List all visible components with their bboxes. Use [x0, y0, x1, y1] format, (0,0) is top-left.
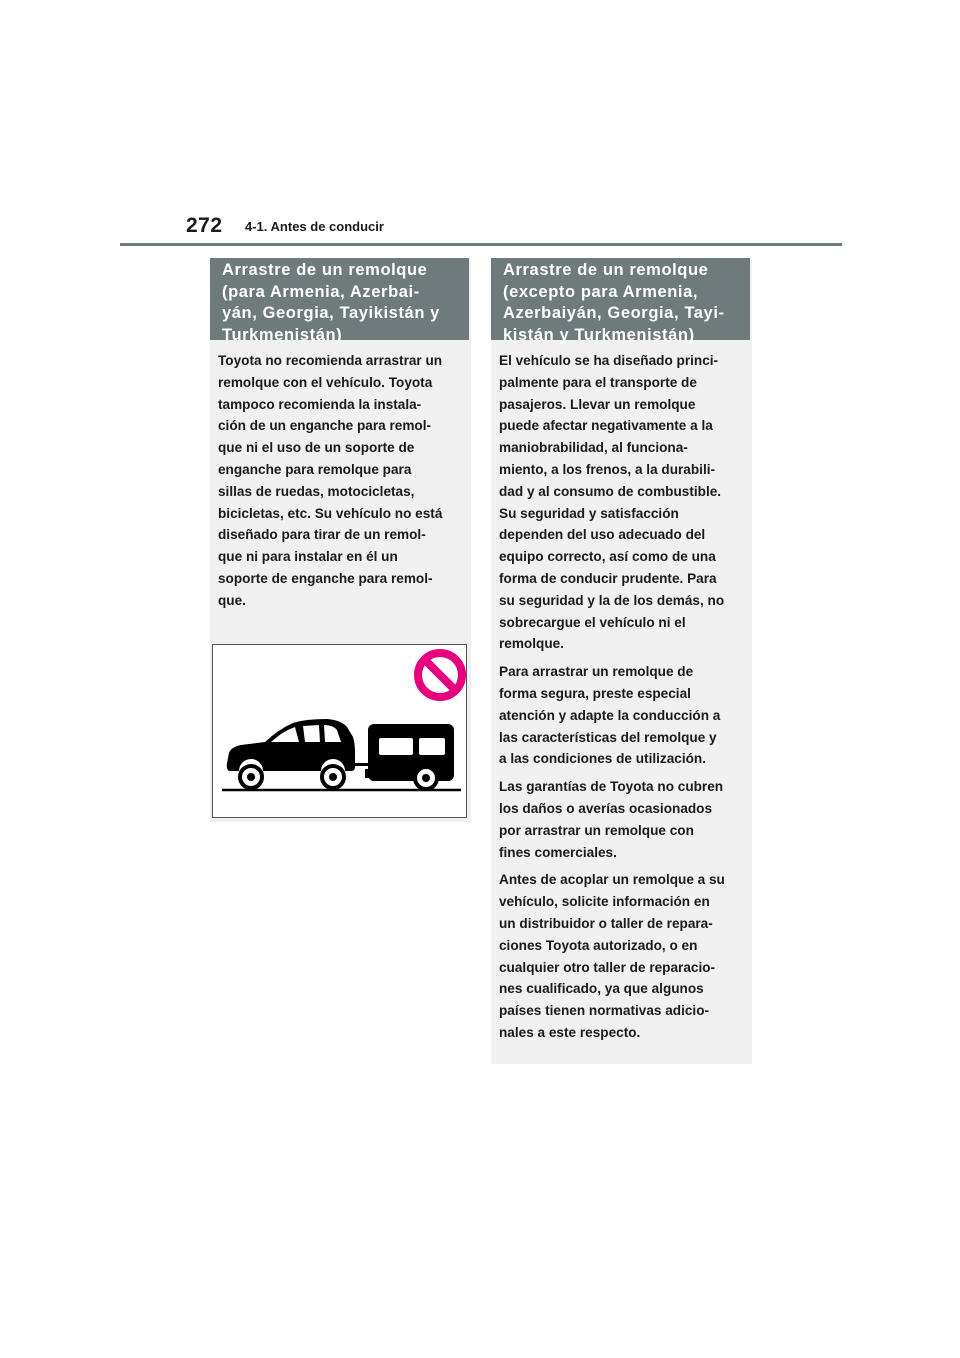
paragraph: [218, 350, 461, 612]
text-line: remolque con el vehículo. Toyota: [218, 374, 433, 390]
text-line: palmente para el transporte de: [499, 374, 697, 390]
text-line: atención y adapte la conducción a: [499, 707, 721, 723]
left-column-heading: [210, 258, 469, 344]
paragraph: [499, 661, 742, 770]
text-line: nes cualificado, ya que algunos: [499, 981, 704, 997]
text-line: Antes de acoplar un remolque a su: [499, 872, 725, 888]
caravan-trailer-icon: [365, 724, 454, 789]
text-line: ción de un enganche para remol-: [218, 418, 432, 434]
text-line: tampoco recomienda la instala-: [218, 396, 422, 412]
right-column-body: [491, 340, 752, 1044]
text-line: cualquier otro taller de reparacio-: [499, 959, 716, 975]
text-line: El vehículo se ha diseñado princi-: [499, 353, 719, 368]
heading-line: Turkmenistán): [222, 325, 343, 344]
text-line: los daños o averías ocasionados: [499, 800, 713, 816]
text-line: fines comerciales.: [499, 844, 617, 860]
towing-prohibited-illustration: [212, 644, 467, 818]
heading-line: yán, Georgia, Tayikistán y: [222, 304, 440, 322]
text-line: su seguridad y la de los demás, no: [499, 592, 725, 608]
text-line: que ni el uso de un soporte de: [218, 440, 415, 456]
text-line: soporte de enganche para remol-: [218, 570, 433, 586]
heading-line: Arrastre de un remolque: [222, 261, 428, 279]
text-line: por arrastrar un remolque con: [499, 822, 694, 838]
right-column-heading: [491, 258, 750, 344]
suv-icon: [227, 719, 369, 788]
text-line: nales a este respecto.: [499, 1024, 641, 1040]
heading-line: (para Armenia, Azerbai-: [222, 282, 420, 301]
text-line: forma segura, preste especial: [499, 685, 691, 701]
text-line: Toyota no recomienda arrastrar un: [218, 353, 443, 368]
text-line: ciones Toyota autorizado, o en: [499, 937, 698, 953]
text-line: vehículo, solicite información en: [499, 894, 710, 910]
text-line: miento, a los frenos, a la durabili-: [499, 461, 716, 477]
text-line: que.: [218, 592, 246, 608]
heading-line: (excepto para Armenia,: [503, 282, 699, 301]
right-column: [491, 258, 752, 1064]
text-line: bicicletas, etc. Su vehículo no está: [218, 505, 443, 521]
section-title: 4-1. Antes de conducir: [245, 219, 384, 234]
text-line: remolque.: [499, 636, 564, 652]
text-line: las características del remolque y: [499, 729, 717, 745]
paragraph: [499, 869, 742, 1043]
text-line: Para arrastrar un remolque de: [499, 664, 694, 680]
text-line: sillas de ruedas, motocicletas,: [218, 483, 415, 499]
text-line: puede afectar negativamente a la: [499, 418, 713, 434]
left-column-body: [210, 340, 471, 612]
text-line: diseñado para tirar de un remol-: [218, 527, 426, 543]
text-line: dependen del uso adecuado del: [499, 527, 706, 543]
text-line: forma de conducir prudente. Para: [499, 570, 717, 586]
paragraph: [499, 350, 742, 655]
text-line: equipo correcto, así como de una: [499, 549, 716, 565]
text-line: que ni para instalar en él un: [218, 549, 398, 565]
heading-line: Azerbaiyán, Georgia, Tayi-: [503, 304, 725, 322]
text-line: dad y al consumo de combustible.: [499, 483, 722, 499]
text-line: un distribuidor o taller de repara-: [499, 915, 713, 931]
text-line: Las garantías de Toyota no cubren: [499, 779, 724, 795]
text-line: países tienen normativas adicio-: [499, 1003, 710, 1019]
text-line: a las condiciones de utilización.: [499, 751, 706, 767]
paragraph: [499, 776, 742, 863]
text-line: Su seguridad y satisfacción: [499, 505, 679, 521]
prohibition-icon: [418, 653, 462, 697]
text-line: enganche para remolque para: [218, 461, 412, 477]
heading-line: kistán y Turkmenistán): [503, 325, 695, 344]
text-line: sobrecargue el vehículo ni el: [499, 614, 686, 630]
page-number: 272: [186, 214, 223, 237]
header-rule: [120, 243, 842, 246]
text-line: pasajeros. Llevar un remolque: [499, 396, 696, 412]
heading-line: Arrastre de un remolque: [503, 261, 709, 279]
text-line: maniobrabilidad, al funciona-: [499, 440, 688, 456]
